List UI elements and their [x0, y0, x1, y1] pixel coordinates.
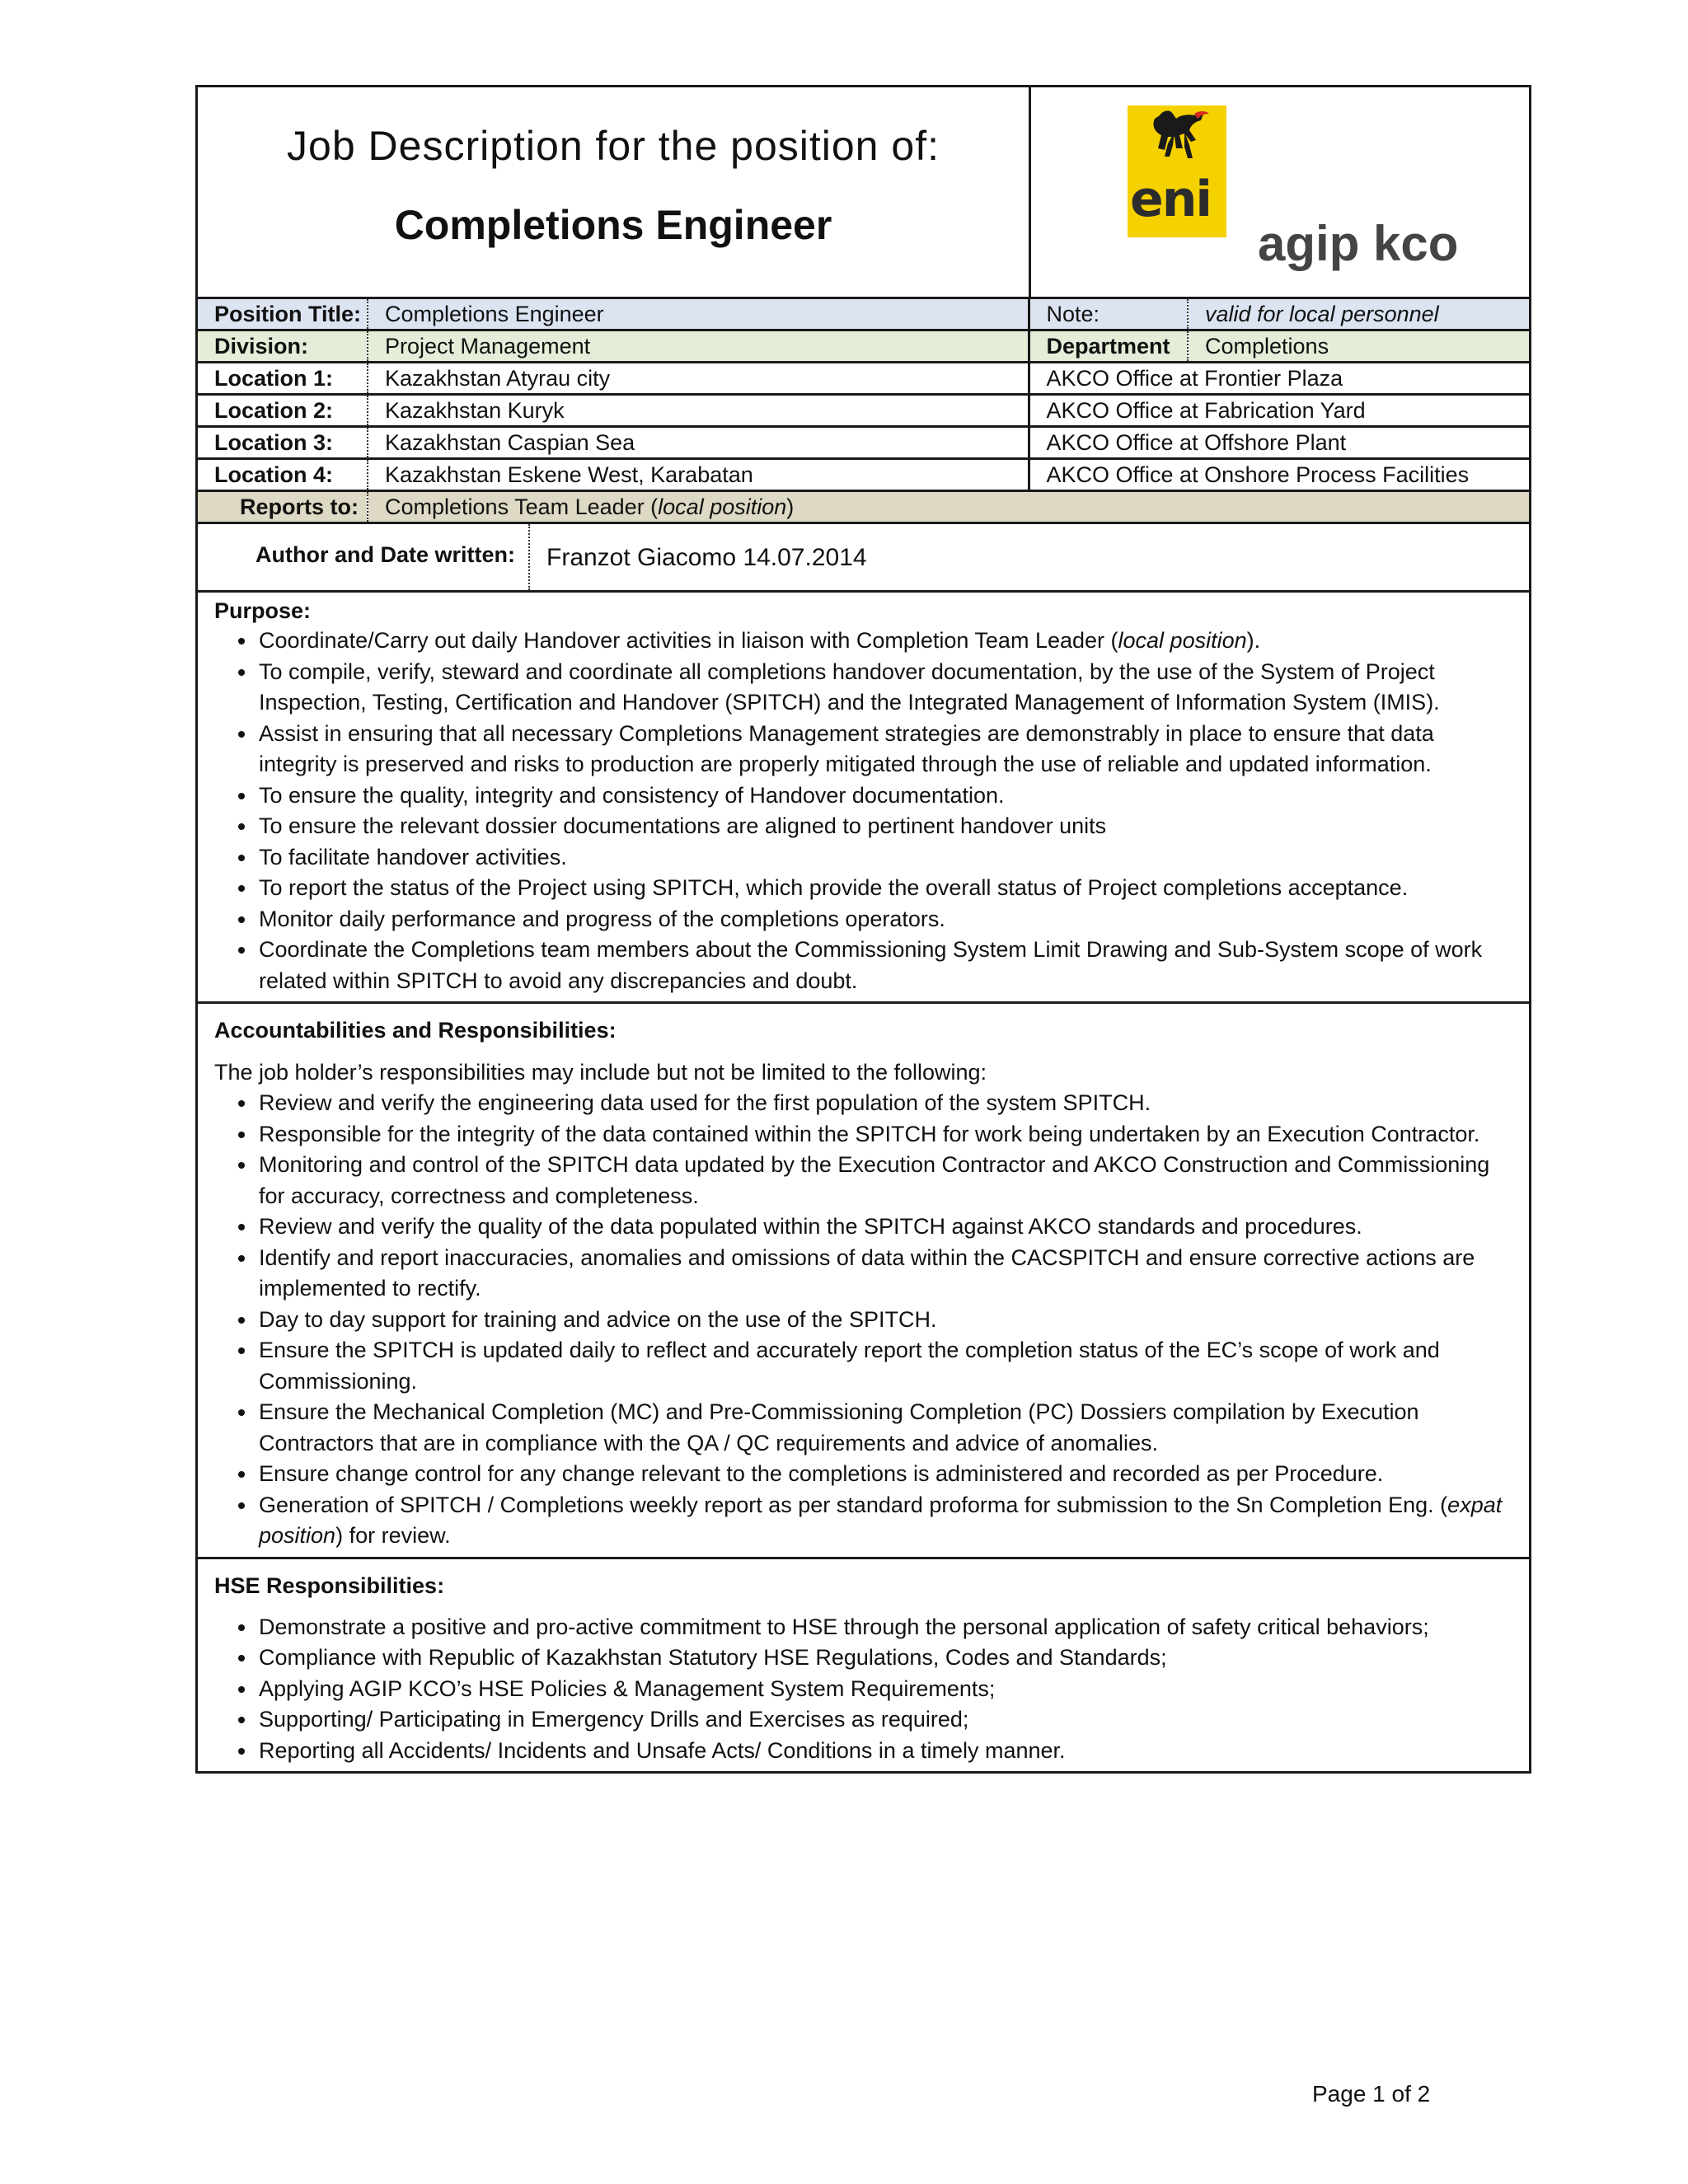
header-title-cell	[198, 87, 1031, 297]
list-item: • Coordinate the Completions team members about the Commissioning System Limit Drawing and Sub-System scope of work related within SPITCH to avoid any discrepancies and doubt.	[257, 935, 1512, 996]
list-item: • Compliance with Republic of Kazakhstan Statutory HSE Regulations, Codes and Standards;	[257, 1643, 1512, 1674]
logo-eni-text: eni	[1130, 171, 1211, 228]
reports-to-emphasis: local position	[658, 494, 787, 519]
note-value-text: valid for local personnel	[1205, 302, 1439, 326]
list-item: • Demonstrate a positive and pro-active commitment to HSE through the personal application of safety critical behaviors;	[257, 1612, 1512, 1643]
reports-to-row	[198, 491, 1529, 523]
purpose-list	[214, 626, 1512, 996]
list-item	[257, 626, 1512, 657]
list-item: • Reporting all Accidents/ Incidents and Unsafe Acts/ Conditions in a timely manner.	[257, 1736, 1512, 1767]
page-number: Page 1 of 2	[1312, 2081, 1431, 2107]
list-item-emphasis: expat position	[259, 1492, 1503, 1548]
position-title-row	[198, 298, 1529, 330]
reports-to-end: )	[786, 494, 795, 519]
header-job-title: Completions Engineer	[394, 202, 832, 248]
purpose-section	[198, 590, 1529, 1001]
list-item: • To ensure the quality, integrity and consistency of Handover documentation.	[257, 780, 1512, 812]
location-place: Kazakhstan Eskene West, Karabatan	[368, 459, 1029, 491]
division-row	[198, 330, 1529, 363]
department-value: Completions	[1188, 330, 1529, 363]
hse-title: HSE Responsibilities:	[214, 1572, 445, 1598]
location-place: Kazakhstan Caspian Sea	[368, 427, 1029, 459]
position-title-label: Position Title:	[198, 298, 368, 330]
list-item: • Monitor daily performance and progress of the completions operators.	[257, 904, 1512, 935]
note-label: Note:	[1029, 298, 1188, 330]
location-row	[198, 363, 1529, 395]
hse-list	[214, 1612, 1512, 1767]
list-item: • Day to day support for training and advice on the use of the SPITCH.	[257, 1305, 1512, 1336]
list-item: • Ensure the SPITCH is updated daily to reflect and accurately report the completion status of the EC’s scope of work and Commissioning.	[257, 1335, 1512, 1397]
location-office: AKCO Office at Fabrication Yard	[1029, 395, 1529, 427]
list-item	[257, 1490, 1512, 1552]
location-office: AKCO Office at Offshore Plant	[1029, 427, 1529, 459]
job-description-document	[195, 85, 1531, 1774]
location-row	[198, 395, 1529, 427]
location-label: Location 1:	[198, 363, 368, 395]
list-item-end: ).	[1246, 628, 1261, 653]
location-place: Kazakhstan Atyrau city	[368, 363, 1029, 395]
accountabilities-intro: The job holder’s responsibilities may include but not be limited to the following:	[214, 1060, 987, 1085]
company-logo	[1031, 87, 1529, 297]
division-label: Division:	[198, 330, 368, 363]
document-frame	[195, 85, 1531, 1774]
department-label: Department	[1029, 330, 1188, 363]
list-item-text: Generation of SPITCH / Completions weekly report as per standard proforma for submission to the Sn Completion Eng. (	[259, 1492, 1448, 1517]
list-item-emphasis: local position	[1118, 628, 1247, 653]
accountabilities-title: Accountabilities and Responsibilities:	[214, 1018, 617, 1043]
list-item: • To ensure the relevant dossier documentations are aligned to pertinent handover units	[257, 811, 1512, 842]
location-row	[198, 427, 1529, 459]
location-row	[198, 459, 1529, 491]
note-value	[1188, 298, 1529, 330]
reports-to-value	[368, 491, 1529, 523]
author-row	[198, 522, 1529, 590]
location-place: Kazakhstan Kuryk	[368, 395, 1029, 427]
location-label: Location 2:	[198, 395, 368, 427]
list-item: • Assist in ensuring that all necessary Completions Management strategies are demonstrably in place to ensure that data integrity is preserved and risks to production are properly mitigated through the use of reliable and updated information.	[257, 719, 1512, 780]
list-item: • To compile, verify, steward and coordinate all completions handover documentation, by the use of the System of Project Inspection, Testing, Certification and Handover (SPITCH) and the Integrated Management of Information System (IMIS).	[257, 657, 1512, 719]
six-legged-dog-icon	[1143, 107, 1211, 176]
document-header	[198, 87, 1529, 297]
position-info-table	[198, 297, 1529, 522]
list-item-text: Coordinate/Carry out daily Handover activities in liaison with Completion Team Leader (	[259, 628, 1118, 653]
list-item: • Review and verify the engineering data used for the first population of the system SPITCH.	[257, 1088, 1512, 1119]
list-item: • Responsible for the integrity of the data contained within the SPITCH for work being undertaken by an Execution Contractor.	[257, 1119, 1512, 1151]
list-item: • Identify and report inaccuracies, anomalies and omissions of data within the CACSPITCH and ensure corrective actions are implemented to rectify.	[257, 1243, 1512, 1305]
list-item: • Review and verify the quality of the data populated within the SPITCH against AKCO standards and procedures.	[257, 1212, 1512, 1243]
location-office: AKCO Office at Frontier Plaza	[1029, 363, 1529, 395]
division-value: Project Management	[368, 330, 1029, 363]
list-item: • Supporting/ Participating in Emergency Drills and Exercises as required;	[257, 1704, 1512, 1736]
author-label: Author and Date written:	[198, 524, 530, 590]
location-label: Location 3:	[198, 427, 368, 459]
list-item: • Ensure the Mechanical Completion (MC) and Pre-Commissioning Completion (PC) Dossiers compilation by Execution Contractors that are in compliance with the QA / QC requirements and advice of anomalies.	[257, 1397, 1512, 1459]
accountabilities-list	[214, 1088, 1512, 1552]
reports-to-text: Completions Team Leader (	[385, 494, 659, 519]
location-office: AKCO Office at Onshore Process Facilities	[1029, 459, 1529, 491]
purpose-title: Purpose:	[214, 598, 312, 623]
logo-agip-kco-text: agip kco	[1258, 216, 1459, 271]
list-item: • Applying AGIP KCO’s HSE Policies & Management System Requirements;	[257, 1674, 1512, 1705]
list-item: • To report the status of the Project using SPITCH, which provide the overall status of Project completions acceptance.	[257, 873, 1512, 904]
list-item-end: ) for review.	[335, 1523, 451, 1548]
position-title-value: Completions Engineer	[368, 298, 1029, 330]
list-item: • Monitoring and control of the SPITCH data updated by the Execution Contractor and AKCO Construction and Commissioning for accuracy, correctness and completeness.	[257, 1150, 1512, 1212]
author-value: Franzot Giacomo 14.07.2014	[546, 544, 867, 571]
list-item: • Ensure change control for any change relevant to the completions is administered and recorded as per Procedure.	[257, 1459, 1512, 1490]
accountabilities-section	[198, 1001, 1529, 1557]
hse-section	[198, 1557, 1529, 1772]
reports-to-label: Reports to:	[198, 491, 368, 523]
list-item: • To facilitate handover activities.	[257, 842, 1512, 874]
location-label: Location 4:	[198, 459, 368, 491]
header-line1: Job Description for the position of:	[287, 123, 940, 169]
